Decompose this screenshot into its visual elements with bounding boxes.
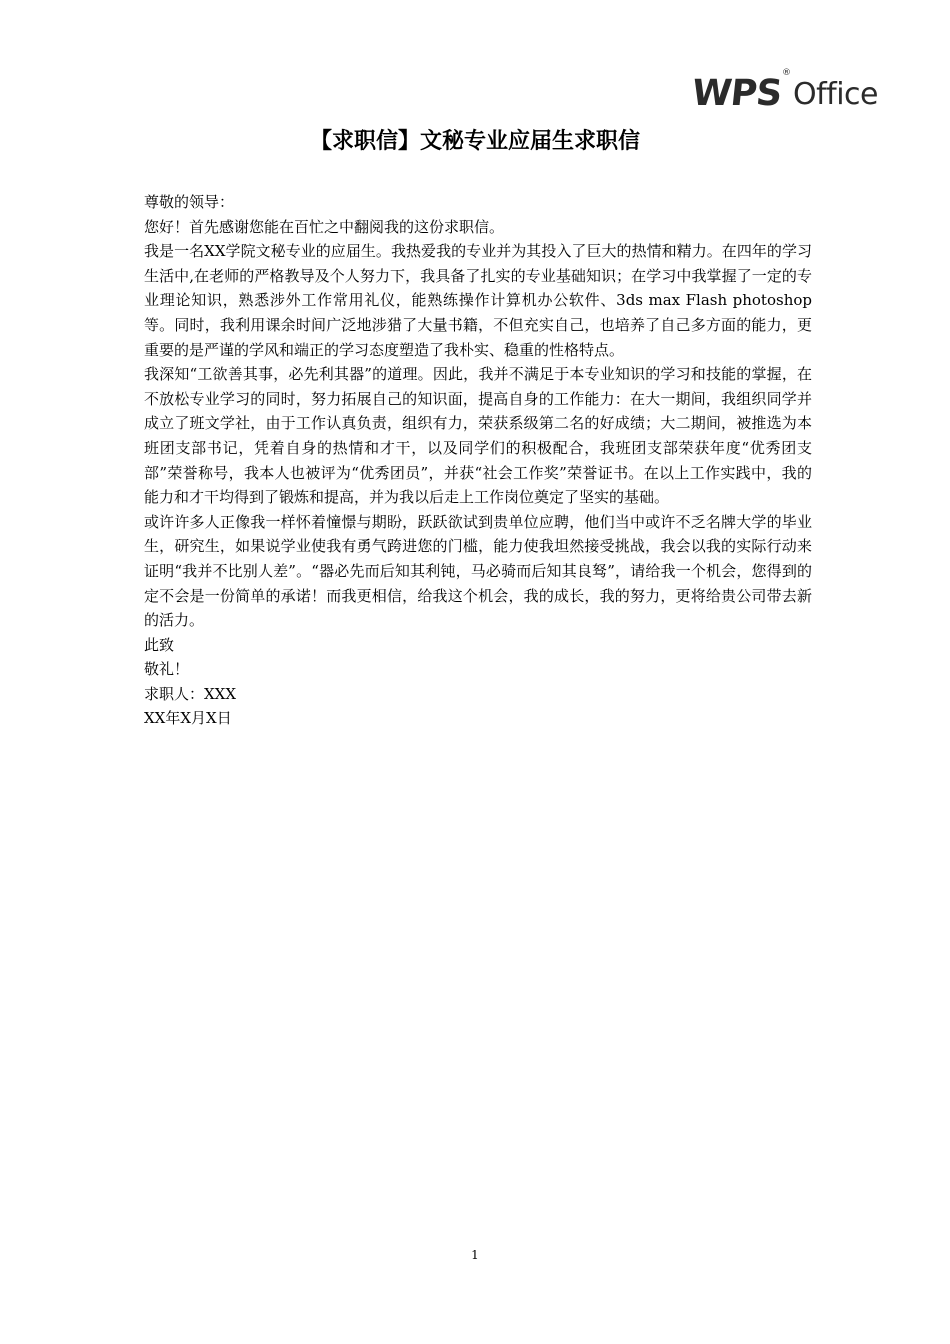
wps-office-logo <box>689 68 878 114</box>
paragraph-greeting: 您好！首先感谢您能在百忙之中翻阅我的这份求职信。 <box>144 217 505 236</box>
letter-body <box>144 190 812 731</box>
closing-line-2: 敬礼！ <box>144 660 190 679</box>
logo-brand: WPS <box>689 73 784 114</box>
signature: 求职人：XXX <box>144 684 237 703</box>
paragraph-experience: 我深知“工欲善其事，必先利其器”的道理。因此，我并不满足于本专业知识的学习和技能的掌握，在不放松专业学习的同时，努力拓展自己的知识面，提高自身的工作能力：在大一期间，我组织同学并成立了班文学社，由于工作认真负责，组织有力，荣获系级第二名的好成绩；大二期间，被推选为本班团支部书记，凭着自身的热情和才干，以及同学们的积极配合，我班团支部荣获年度“优秀团支部”荣誉称号，我本人也被评为“优秀团员”，并获“社会工作奖”荣誉证书。在以上工作实践中，我的能力和才干均得到了锻炼和提高，并为我以后走上工作岗位奠定了坚实的基础。 <box>144 365 812 507</box>
letter-date: XX年X月X日 <box>144 709 232 728</box>
page-number: 1 <box>471 1248 479 1262</box>
paragraph-request: 或许许多人正像我一样怀着憧憬与期盼，跃跃欲试到贵单位应聘，他们当中或许不乏名牌大学的毕业生，研究生，如果说学业使我有勇气跨进您的门槛，能力使我坦然接受挑战，我会以我的实际行动来证明“我并不比别人差”。“器必先而后知其利钝，马必骑而后知其良驽”，请给我一个机会，您得到的定不会是一份简单的承诺！而我更相信，给我这个机会，我的成长，我的努力，更将给贵公司带去新的活力。 <box>144 512 812 630</box>
closing-line-1: 此致 <box>144 635 175 654</box>
document-title: 【求职信】文秘专业应届生求职信 <box>309 129 640 154</box>
paragraph-introduction: 我是一名XX学院文秘专业的应届生。我热爱我的专业并为其投入了巨大的热情和精力。在四年的学习生活中,在老师的严格教导及个人努力下，我具备了扎实的专业基础知识；在学习中我掌握了一定的专业理论知识，熟悉涉外工作常用礼仪，能熟练操作计算机办公软件、3ds max Flash photoshop等。同时，我利用课余时间广泛地涉猎了大量书籍，不但充实自己，也培养了自己多方面的能力，更重要的是严谨的学风和端正的学习态度塑造了我朴实、稳重的性格特点。 <box>144 242 812 359</box>
logo-product: Office <box>792 77 878 112</box>
logo-registered-mark: ® <box>781 68 791 78</box>
salutation: 尊敬的领导： <box>144 193 235 211</box>
